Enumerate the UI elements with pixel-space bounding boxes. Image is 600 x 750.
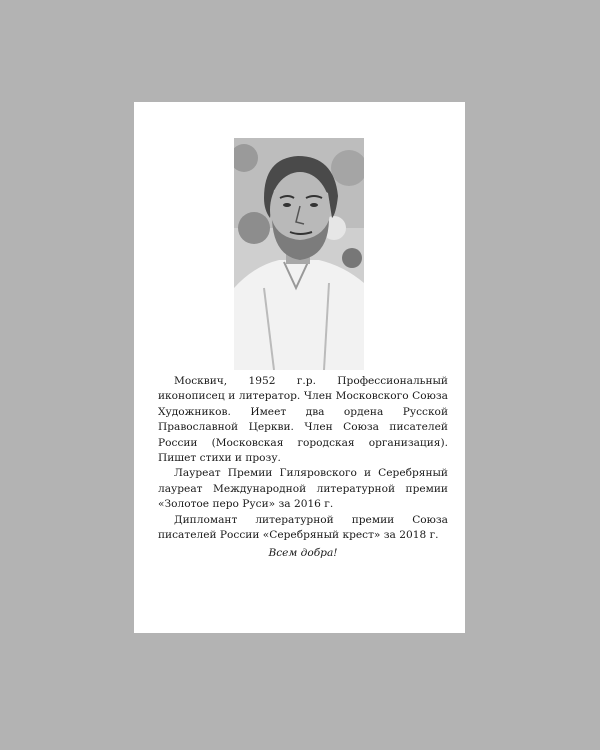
bio-paragraph-3: Дипломант литературной премии Союза писателей России «Серебряный крест» за 2018 г. [158,513,448,542]
author-portrait-drawing [234,138,364,370]
bio-paragraph-1: Москвич, 1952 г.р. Профессиональный иконописец и литератор. Член Московского Союза Художников. Имеет два ордена Русской Православной Церкви. Член Союза писателей России (Московская городская организация). Пишет стихи и прозу. [158,375,448,465]
book-page [134,102,465,633]
closing-line: Всем добра! [268,547,338,560]
author-bio [158,374,448,562]
author-portrait [234,138,364,370]
bio-paragraph-2: Лауреат Премии Гиляровского и Серебряный лауреат Международной литературной премии «Золотое перо Руси» за 2016 г. [158,467,448,511]
